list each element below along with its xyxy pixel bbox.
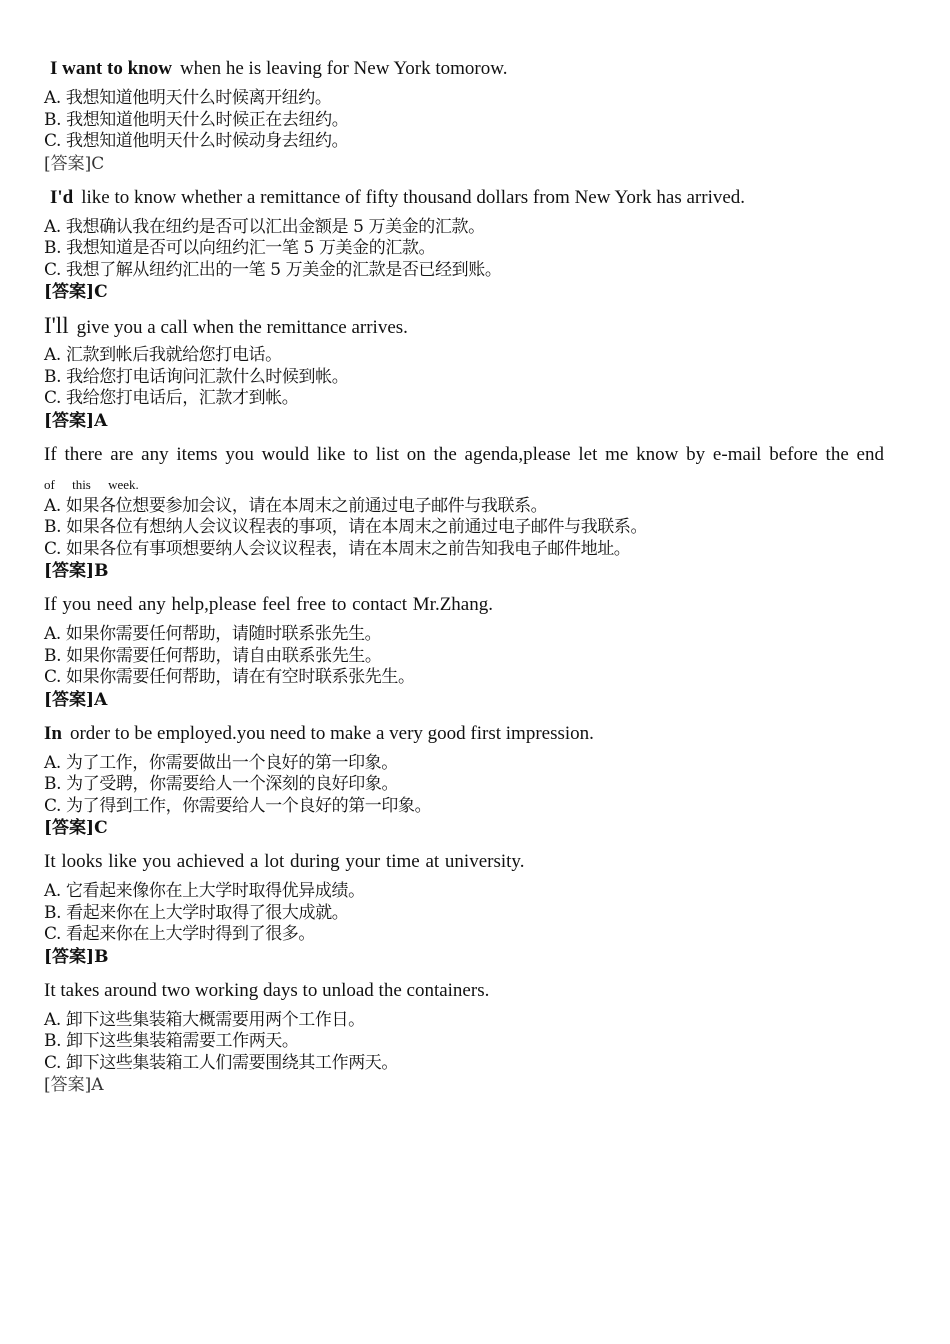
option-list [44,88,884,153]
stem-text: give you a call when the remittance arrives. [76,317,408,338]
stem-text: order to be employed.you need to make a very good first impression. [69,722,594,744]
question-8 [44,978,884,1097]
option-a: A. 为了工作，你需要做出一个良好的第一印象。 [44,752,398,773]
question-6 [44,721,884,840]
question-4 [44,442,884,583]
option-a: A. 汇款到帐后我就给您打电话。 [44,345,282,365]
option-c: C. 我想知道他明天什么时候动身去纽约。 [44,131,349,151]
option-b: B. 卸下这些集装箱需要工作两天。 [44,1031,299,1051]
option-a: A. 卸下这些集装箱大概需要用两个工作日。 [44,1009,365,1030]
question-stem [44,721,884,747]
question-7 [44,849,884,968]
option-b: B. 看起来你在上大学时取得了很大成就。 [44,902,349,923]
question-5 [44,592,884,711]
option-c: C. 为了得到工作，你需要给人一个良好的第一印象。 [44,795,432,816]
stem-lead: In [44,722,62,744]
stem-lead: I'll [44,313,69,338]
option-list [44,217,884,282]
option-c: C. 看起来你在上大学时得到了很多。 [44,924,316,944]
option-a: A. 我想知道他明天什么时候离开纽约。 [44,88,332,108]
option-c: C. 我给您打电话后，汇款才到帐。 [44,388,299,408]
answer-key: [答案]B [44,946,109,967]
option-list [44,1010,884,1075]
option-list [44,624,884,689]
option-list [44,496,884,561]
option-list [44,345,884,410]
answer-key: [答案]A [44,1075,104,1095]
option-list [44,753,884,818]
question-stem: If there are any items you would like to list on the agenda,please let me know by e-mail before the end [44,443,884,465]
question-1 [44,56,884,175]
option-b: B. 我想知道他明天什么时候正在去纽约。 [44,109,349,130]
answer-key: [答案]C [44,153,105,174]
question-stem [44,313,884,339]
option-b: B. 我想知道是否可以向纽约汇一笔 5 万美金的汇款。 [44,238,436,258]
option-a: A. 如果各位想要参加会议，请在本周末之前通过电子邮件与我联系。 [44,495,548,516]
option-b: B. 我给您打电话询问汇款什么时候到帐。 [44,366,349,387]
option-b: B. 如果各位有想纳人会议议程表的事项，请在本周末之前通过电子邮件与我联系。 [44,517,648,537]
option-c: C. 如果各位有事项想要纳人会议议程表，请在本周末之前告知我电子邮件地址。 [44,538,631,559]
stem-lead: I'd [50,186,74,208]
question-stem [44,56,884,82]
option-list [44,881,884,946]
option-c: C. 我想了解从纽约汇出的一笔 5 万美金的汇款是否已经到账。 [44,259,502,280]
option-a: A. 如果你需要任何帮助，请随时联系张先生。 [44,624,382,644]
stem-text: like to know whether a remittance of fifty thousand dollars from New York has arrived. [81,186,746,208]
stem-text: when he is leaving for New York tomorow. [179,58,508,79]
option-a: A. 我想确认我在纽约是否可以汇出金额是 5 万美金的汇款。 [44,216,485,237]
question-stem: If you need any help,please feel free to contact Mr.Zhang. [44,594,493,615]
answer-key: [答案]C [44,818,108,838]
option-b: B. 如果你需要任何帮助，请自由联系张先生。 [44,645,382,666]
option-c: C. 卸下这些集装箱工人们需要围绕其工作两天。 [44,1052,399,1073]
answer-key: [答案]A [44,689,108,710]
answer-key: [答案]B [44,561,109,581]
stem-lead: I want to know [50,58,172,79]
question-stem: It looks like you achieved a lot during your time at university. [44,851,525,872]
option-c: C. 如果你需要任何帮助，请在有空时联系张先生。 [44,667,415,687]
question-stem: It takes around two working days to unload the containers. [44,979,490,1001]
answer-key: [答案]C [44,282,108,302]
question-2 [44,185,884,304]
option-a: A. 它看起来像你在上大学时取得优异成绩。 [44,881,365,901]
document-page [44,56,884,1096]
answer-key: [答案]A [44,410,108,431]
option-b: B. 为了受聘，你需要给人一个深刻的良好印象。 [44,774,399,794]
question-stem [44,185,884,211]
question-stem-continued: of this week. [44,476,139,492]
question-3 [44,313,884,432]
